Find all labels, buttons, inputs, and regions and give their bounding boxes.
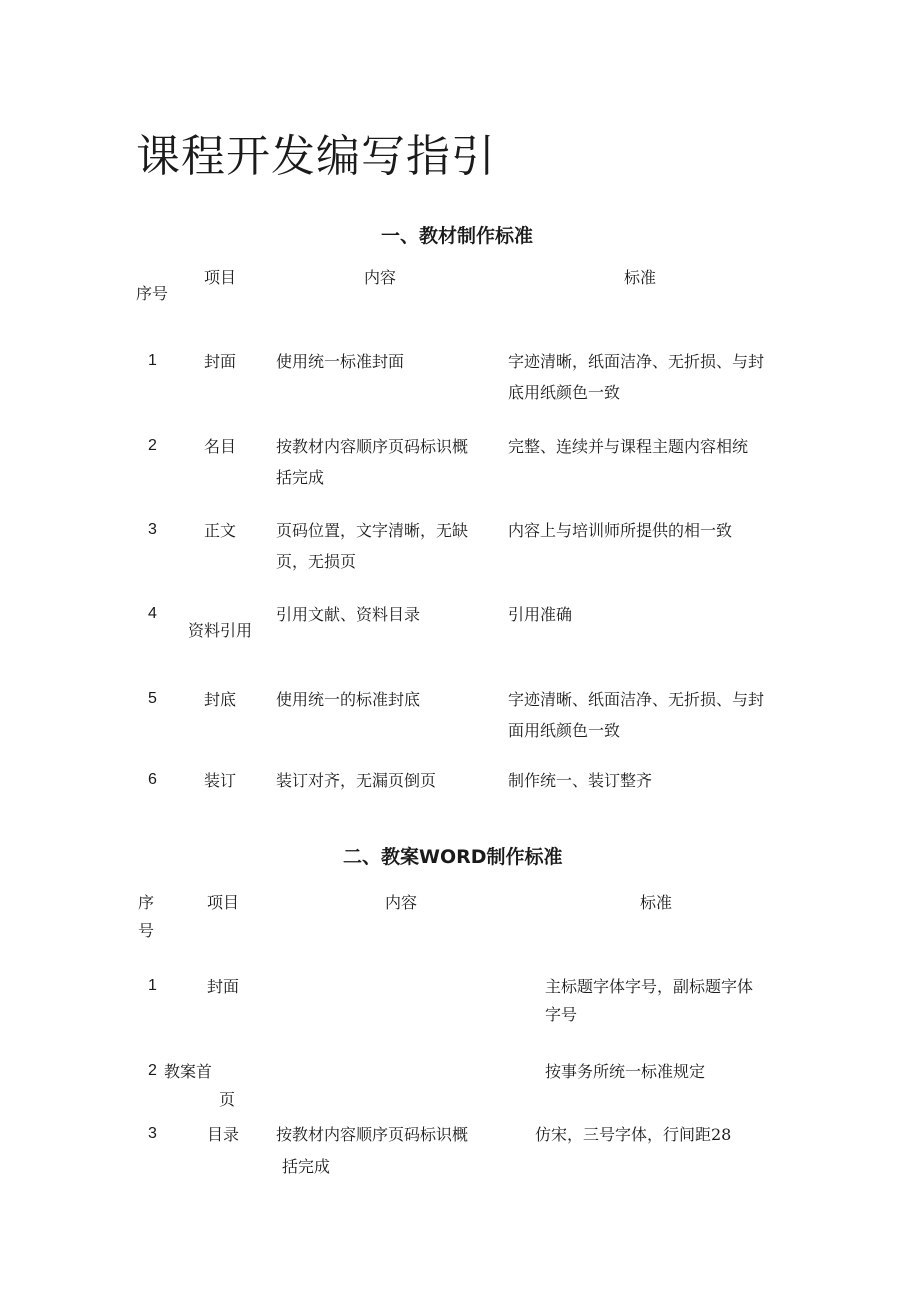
row-standard: 制作统一、装订整齐 xyxy=(508,771,653,790)
row-item: 名目 xyxy=(204,437,237,456)
row-content: 按教材内容顺序页码标识概 xyxy=(276,437,469,456)
row-no: 3 xyxy=(148,1125,157,1142)
row-standard: 引用准确 xyxy=(508,605,573,624)
header-item: 项目 xyxy=(204,268,237,287)
row-item: 封底 xyxy=(204,690,237,709)
row-standard: 内容上与培训师所提供的相一致 xyxy=(508,521,733,540)
row-content-cont: 括完成 xyxy=(282,1157,331,1176)
row-item: 教案首 xyxy=(164,1062,213,1081)
header-no: 序号 xyxy=(136,284,169,303)
row-standard-cont: 字号 xyxy=(545,1005,578,1024)
row-no: 2 xyxy=(148,437,157,454)
row-content: 引用文献、资料目录 xyxy=(276,605,421,624)
row-standard: 主标题字体字号，副标题字体 xyxy=(545,977,754,996)
row-content: 按教材内容顺序页码标识概 xyxy=(276,1125,469,1144)
section-heading-1: 一、教材制作标准 xyxy=(381,225,534,247)
row-standard: 仿宋，三号字体，行间距28 xyxy=(535,1125,732,1144)
row-item: 正文 xyxy=(204,521,237,540)
section-heading-2: 二、教案WORD制作标准 xyxy=(343,846,563,868)
row-standard: 字迹清晰、纸面洁净、无折损、与封 xyxy=(508,690,765,709)
row-standard: 字迹清晰，纸面洁净、无折损、与封 xyxy=(508,352,765,371)
row-content: 使用统一标准封面 xyxy=(276,352,405,371)
row-item: 封面 xyxy=(204,352,237,371)
row-standard: 完整、连续并与课程主题内容相统 xyxy=(508,437,749,456)
row-no: 1 xyxy=(148,977,157,994)
header-item: 项目 xyxy=(207,893,240,912)
header-no-cont: 号 xyxy=(138,921,155,940)
row-content: 页码位置，文字清晰，无缺 xyxy=(276,521,469,540)
row-no: 1 xyxy=(148,352,157,369)
row-standard-cont: 底用纸颜色一致 xyxy=(508,383,621,402)
row-item: 装订 xyxy=(204,771,237,790)
header-standard: 标准 xyxy=(640,893,673,912)
row-content: 使用统一的标准封底 xyxy=(276,690,421,709)
row-item: 封面 xyxy=(207,977,240,996)
row-no: 2 xyxy=(148,1062,157,1079)
row-content-cont: 页，无损页 xyxy=(276,552,357,571)
row-standard: 按事务所统一标准规定 xyxy=(545,1062,706,1081)
row-no: 3 xyxy=(148,521,157,538)
row-content-cont: 括完成 xyxy=(276,468,325,487)
row-item: 资料引用 xyxy=(188,621,253,640)
header-content: 内容 xyxy=(364,268,397,287)
row-item-cont: 页 xyxy=(219,1090,236,1109)
row-no: 6 xyxy=(148,771,157,788)
row-item: 目录 xyxy=(207,1125,240,1144)
row-content: 装订对齐，无漏页倒页 xyxy=(276,771,437,790)
header-standard: 标准 xyxy=(624,268,657,287)
row-standard-cont: 面用纸颜色一致 xyxy=(508,721,621,740)
header-content: 内容 xyxy=(385,893,418,912)
page-title: 课程开发编写指引 xyxy=(136,131,496,182)
row-no: 5 xyxy=(148,690,157,707)
header-no: 序 xyxy=(138,893,155,912)
row-no: 4 xyxy=(148,605,157,622)
